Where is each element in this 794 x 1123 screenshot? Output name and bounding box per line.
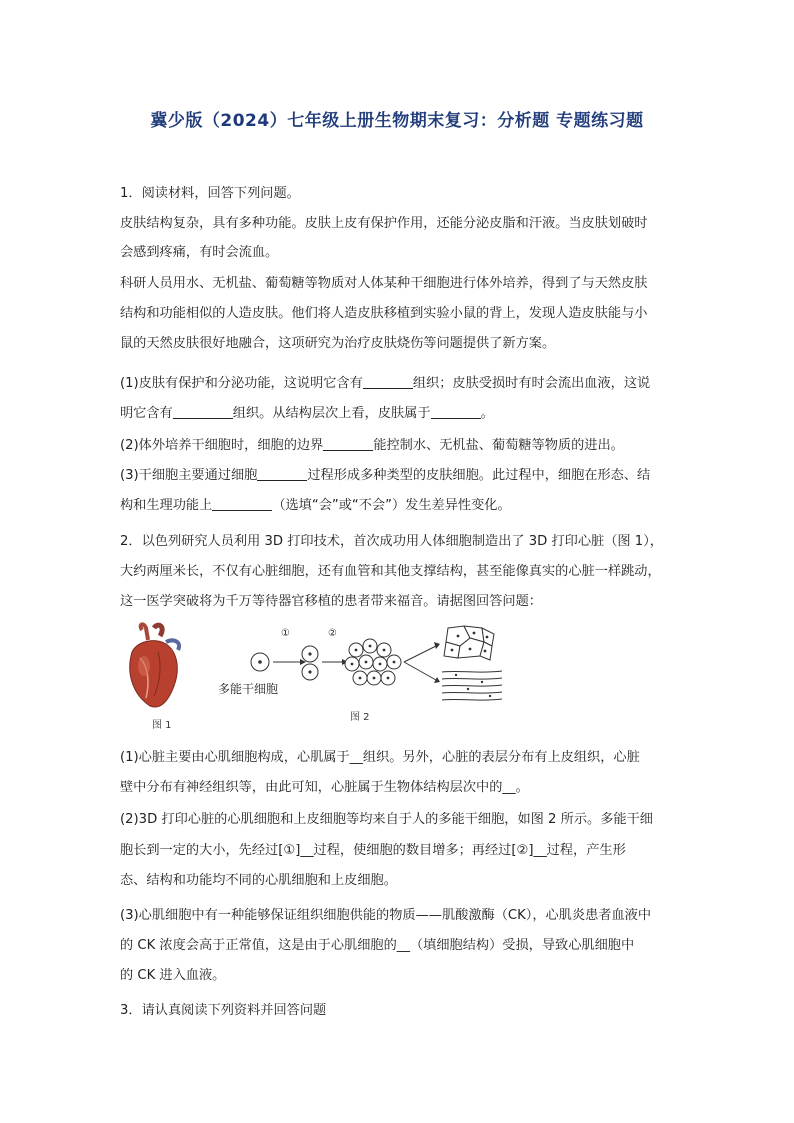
q1-material-line: 科研人员用水、无机盐、葡萄糖等物质对人体某种干细胞进行体外培养，得到了与天然皮肤 <box>120 276 648 291</box>
figure-svg <box>120 622 680 732</box>
q2-sub2-line: 态、结构和功能均不同的心肌细胞和上皮细胞。 <box>120 873 397 888</box>
q1-sub3-line <box>120 467 650 485</box>
q1-material-line: 结构和功能相似的人造皮肤。他们将人造皮肤移植到实验小鼠的背上，发现人造皮肤能与小 <box>120 306 648 321</box>
q3-stem: 3．请认真阅读下列资料并回答问题 <box>120 1003 327 1018</box>
heart-illustration <box>130 624 179 707</box>
step-1-label: ① <box>281 628 290 639</box>
q1-sub1-line <box>120 375 650 393</box>
q2-sub1-line: 壁中分布有神经组织等，由此可知，心脏属于生物体结构层次中的__。 <box>120 780 529 795</box>
q2-sub3-line: 的 CK 浓度会高于正常值，这是由于心肌细胞的__（填细胞结构）受损，导致心肌细胞中 <box>120 938 635 953</box>
q2-sub3-line: (3)心肌细胞中有一种能够保证组织细胞供能的物质——肌酸激酶（CK），心肌炎患者血液中 <box>120 908 652 923</box>
q1-sub2-line <box>120 437 624 455</box>
answer-blank[interactable] <box>212 497 272 511</box>
answer-blank[interactable] <box>257 467 307 481</box>
stem-cell-label: 多能干细胞 <box>218 682 279 696</box>
answer-blank[interactable] <box>363 375 413 389</box>
q1-material-line: 皮肤结构复杂，具有多种功能。皮肤上皮有保护作用，还能分泌皮脂和汗液。当皮肤划破时 <box>120 216 648 231</box>
figure-1-caption: 图 1 <box>152 720 172 731</box>
q1-sub3-text: (3)干细胞主要通过细胞 <box>120 468 258 483</box>
answer-blank[interactable] <box>173 405 233 419</box>
q2-stem-line: 大约两厘米长，不仅有心脏细胞，还有血管和其他支撑结构，甚至能像真实的心脏一样跳动， <box>120 564 661 579</box>
q1-stem: 1．阅读材料，回答下列问题。 <box>120 186 300 201</box>
q1-sub1-text: (1)皮肤有保护和分泌功能，这说明它含有 <box>120 376 363 391</box>
q1-sub3-text: 构和生理功能上 <box>120 498 213 513</box>
q1-sub3-text: （选填“会”或“不会”）发生差异性变化。 <box>272 498 511 513</box>
q1-sub3-text: 过程形成多种类型的皮肤细胞。此过程中，细胞在形态、结 <box>307 468 651 483</box>
step-2-label: ② <box>328 628 337 639</box>
q1-sub2-text: 能控制水、无机盐、葡萄糖等物质的进出。 <box>373 438 624 453</box>
q1-sub1-line <box>120 405 494 423</box>
q1-material-line: 会感到疼痛，有时会流血。 <box>120 245 279 260</box>
q2-sub2-line: (2)3D 打印心脏的心肌细胞和上皮细胞等均来自于人的多能干细胞，如图 2 所示。多能干细 <box>120 812 653 827</box>
q2-stem-line: 这一医学突破将为千万等待器官移植的患者带来福音。请据图回答问题： <box>120 594 542 609</box>
answer-blank[interactable] <box>323 437 373 451</box>
q1-sub2-text: (2)体外培养干细胞时，细胞的边界 <box>120 438 324 453</box>
q1-sub3-line <box>120 497 511 515</box>
q2-stem-line: 2．以色列研究人员利用 3D 打印技术，首次成功用人体细胞制造出了 3D 打印心脏（图 1）， <box>120 534 663 549</box>
q1-sub1-text: 组织。从结构层次上看，皮肤属于 <box>232 406 431 421</box>
q1-sub1-text: 组织；皮肤受损时有时会流出血液，这说 <box>412 376 651 391</box>
q1-sub1-text: 。 <box>480 406 494 421</box>
q2-sub1-line: (1)心脏主要由心肌细胞构成，心肌属于__组织。另外，心脏的表层分布有上皮组织，心脏 <box>120 750 640 765</box>
page-title: 冀少版（2024）七年级上册生物期末复习：分析题 专题练习题 <box>150 111 644 131</box>
q1-material-line: 鼠的天然皮肤很好地融合，这项研究为治疗皮肤烧伤等问题提供了新方案。 <box>120 336 556 351</box>
q1-sub1-text: 明它含有 <box>120 406 173 421</box>
q2-sub3-line: 的 CK 进入血液。 <box>120 968 226 983</box>
q2-sub2-line: 胞长到一定的大小，先经过[①]__过程，使细胞的数目增多；再经过[②]__过程，产生形 <box>120 843 626 858</box>
figure-2-caption: 图 2 <box>350 712 370 723</box>
answer-blank[interactable] <box>431 405 481 419</box>
figure-area <box>120 622 680 732</box>
